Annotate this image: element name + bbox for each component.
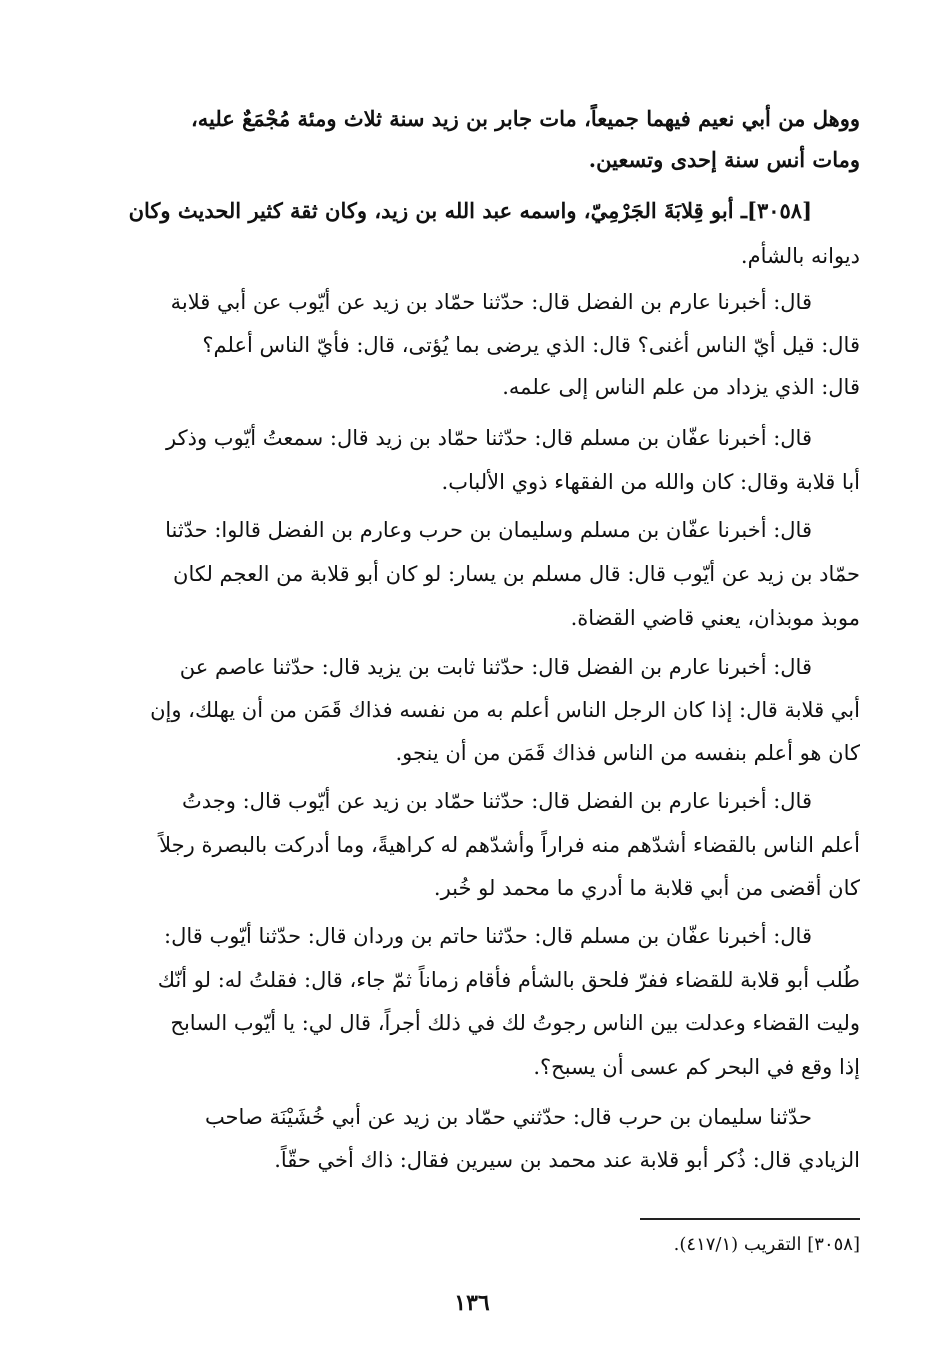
text-line: قال: أخبرنا عارم بن الفضل قال: حدّثنا ثابت بن يزيد قال: حدّثنا عاصم عن bbox=[179, 655, 812, 679]
text-line: قال: أخبرنا عارم بن الفضل قال: حدّثنا حمّاد بن زيد عن أيّوب عن أبي قلابة bbox=[170, 290, 812, 314]
text-line: قال: قيل أيّ الناس أغنى؟ قال: الذي يرضى بما يُؤتى، قال: فأيّ الناس أعلم؟ bbox=[202, 333, 860, 357]
text-line: كان أقضى من أبي قلابة ما أدري ما محمد لو خُبر. bbox=[433, 876, 860, 900]
text-line: قال: أخبرنا عارم بن الفضل قال: حدّثنا حمّاد بن زيد عن أيّوب قال: وجدتُ bbox=[182, 789, 812, 813]
text-line: قال: الذي يزداد من علم الناس إلى علمه. bbox=[502, 375, 860, 399]
text-line: قال: أخبرنا عفّان بن مسلم قال: حدّثنا حمّاد بن زيد قال: سمعتُ أيّوب وذكر bbox=[166, 426, 812, 450]
text-line: وليت القضاء وعدلت بين الناس رجوتُ لك في ذلك أجراً، قال لي: يا أيّوب السابح bbox=[170, 1011, 860, 1035]
text-line: إذا وقع في البحر كم عسى أن يسبح؟. bbox=[533, 1055, 860, 1079]
text-line: موبذ موبذان، يعني قاضي القضاة. bbox=[570, 606, 860, 630]
text-line: قال: أخبرنا عفّان بن مسلم وسليمان بن حرب وعارم بن الفضل قالوا: حدّثنا bbox=[165, 518, 812, 542]
text-line: أبي قلابة قال: إذا كان الرجل الناس أعلم به من نفسه فذاك قَمَن من أن يهلك، وإن bbox=[150, 698, 860, 722]
biography-heading-line: [٣٠٥٨]ـ أبو قِلابَةَ الجَرْمِيّ، واسمه عبد الله بن زيد، وكان ثقة كثير الحديث وكان bbox=[128, 198, 812, 223]
text-line: طُلب أبو قلابة للقضاء ففرّ فلحق بالشأم فأقام زماناً ثمّ جاء، قال: فقلتُ له: لو أنّك bbox=[157, 968, 860, 992]
text-line: حدّثنا سليمان بن حرب قال: حدّثني حمّاد بن زيد عن أبي خُشَيْنَة صاحب bbox=[204, 1105, 812, 1129]
text-line: ومات أنس سنة إحدى وتسعين. bbox=[588, 147, 860, 172]
page-number: ١٣٦ bbox=[454, 1290, 490, 1316]
text-line: ديوانه بالشأم. bbox=[740, 244, 860, 268]
text-line: ووهل من أبي نعيم فيهما جميعاً، مات جابر بن زيد سنة ثلاث ومئة مُجْمَعٌ عليه، bbox=[190, 106, 860, 131]
text-line: أبا قلابة وقال: كان والله من الفقهاء ذوي الألباب. bbox=[441, 470, 860, 494]
text-line: أعلم الناس بالقضاء أشدّهم منه فراراً وأشدّهم له كراهيةً، وما أدركت بالبصرة رجلاً bbox=[159, 833, 860, 857]
text-line: حمّاد بن زيد عن أيّوب قال: قال مسلم بن يسار: لو كان أبو قلابة من العجم لكان bbox=[173, 562, 860, 586]
text-line: الزيادي قال: ذُكر أبو قلابة عند محمد بن سيرين فقال: ذاك أخي حقّاً. bbox=[274, 1148, 860, 1172]
text-line: قال: أخبرنا عفّان بن مسلم قال: حدّثنا حاتم بن وردان قال: حدّثنا أيّوب قال: bbox=[164, 924, 812, 948]
text-line: كان هو أعلم بنفسه من الناس فذاك قَمَن من أن ينجو. bbox=[395, 741, 860, 765]
footnote: [٣٠٥٨] التقريب (٤١٧/١). bbox=[673, 1234, 860, 1255]
footnote-divider bbox=[640, 1218, 860, 1220]
